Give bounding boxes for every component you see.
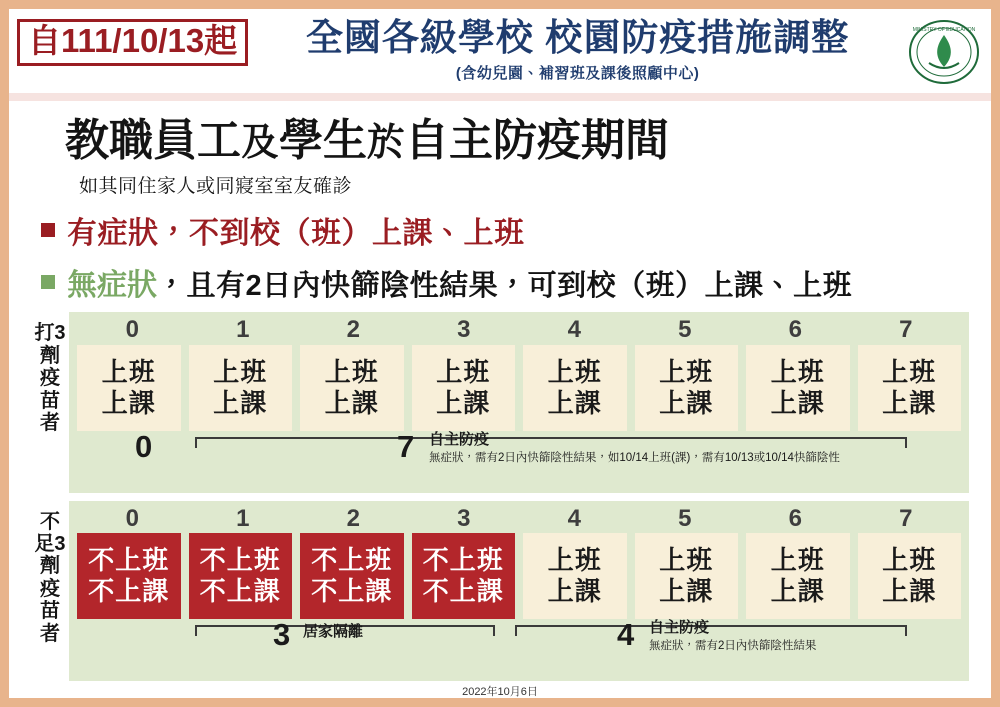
cell-line-1: 上班 [324, 356, 379, 387]
day-header-row-1 [77, 316, 961, 344]
cell-line-2: 上課 [659, 387, 714, 418]
day-number: 4 [567, 316, 581, 344]
footnote-home-isolation [303, 623, 363, 641]
bullet-square-green-icon [41, 275, 55, 289]
footnote-self-prevention-2 [649, 619, 816, 653]
day-number: 1 [236, 504, 250, 532]
header-divider-band [9, 93, 991, 101]
bullet-asymptomatic-label [67, 260, 852, 304]
svg-text:MINISTRY OF EDUCATION: MINISTRY OF EDUCATION [912, 27, 976, 33]
cell-line-2: 不上課 [199, 575, 281, 606]
status-cell [412, 345, 516, 431]
cell-line-2: 上課 [770, 575, 825, 606]
day-header-row-2 [77, 505, 961, 533]
cell-line-2: 上課 [436, 387, 491, 418]
status-cell [189, 533, 293, 619]
cell-line-2: 上課 [547, 387, 602, 418]
bullet-asymptomatic [41, 260, 969, 304]
status-cell [635, 533, 739, 619]
day-number: 1 [236, 316, 250, 344]
effective-date-badge: 自111/10/13起 [17, 19, 248, 66]
bullet-asymptomatic-keyword: 無症狀 [67, 269, 157, 303]
cell-line-2: 上課 [882, 575, 937, 606]
footnote-self-prevention-1 [429, 431, 840, 465]
cell-line-2: 上課 [547, 575, 602, 606]
day-number: 2 [346, 316, 360, 344]
cell-line-2: 不上課 [311, 575, 393, 606]
page-title: 全國各級學校 校園防疫措施調整 [305, 17, 850, 58]
marker-number-zero: 0 [135, 428, 153, 464]
page-subtitle: (含幼兒園、補習班及課後照顧中心) [455, 64, 700, 82]
cell-line-2: 上課 [770, 387, 825, 418]
status-cell [523, 345, 627, 431]
cell-line-1: 不上班 [199, 545, 281, 576]
chart-row-three-doses [31, 312, 969, 492]
cell-line-2: 上課 [324, 387, 379, 418]
cell-line-1: 上班 [213, 356, 268, 387]
status-cell [858, 345, 962, 431]
cell-line-1: 不上班 [88, 545, 170, 576]
day-number: 5 [678, 316, 692, 344]
poster-body [9, 101, 991, 699]
day-number: 0 [125, 504, 139, 532]
cell-line-2: 不上課 [88, 575, 170, 606]
grid-three-doses [69, 312, 969, 492]
day-number: 2 [346, 504, 360, 532]
day-number: 7 [899, 504, 913, 532]
ministry-seal-icon [907, 19, 981, 85]
cell-line-1: 上班 [770, 356, 825, 387]
marker-row-2 [77, 616, 961, 677]
grid-under-three-doses [69, 501, 969, 681]
row-label-under-three-doses: 不足3劑疫苗者 [34, 510, 66, 645]
bullet-square-red-icon [41, 223, 55, 237]
day-number: 4 [567, 504, 581, 532]
day-number: 5 [678, 504, 692, 532]
day-number: 3 [457, 316, 471, 344]
footnote-title: 自主防疫 [429, 430, 490, 448]
marker-number-three: 3 [273, 616, 291, 652]
header-title-block [248, 17, 907, 83]
intro-headline-staff: 教職員工 [65, 116, 241, 165]
status-cell [523, 533, 627, 619]
marker-row-1 [77, 428, 961, 489]
status-cell [746, 345, 850, 431]
cell-line-1: 上班 [659, 356, 714, 387]
intro-headline-and: 及 [241, 122, 280, 164]
cell-line-2: 上課 [659, 575, 714, 606]
chart-row-under-three-doses [31, 501, 969, 681]
intro-headline-students: 學生 [279, 116, 368, 165]
cell-line-1: 上班 [882, 356, 937, 387]
day-number: 6 [788, 316, 802, 344]
cell-row-1 [77, 345, 961, 431]
cell-line-2: 上課 [213, 387, 268, 418]
intro-headline-at: 於 [367, 122, 406, 164]
marker-number-four: 4 [617, 616, 635, 652]
intro-headline-period: 自主防疫期間 [405, 116, 670, 165]
row-label-three-doses: 打3劑疫苗者 [34, 322, 66, 434]
day-number: 7 [899, 316, 913, 344]
cell-line-1: 上班 [659, 545, 714, 576]
cell-line-2: 上課 [101, 387, 156, 418]
footnote-detail: 無症狀，需有2日內快篩陰性結果 [649, 639, 817, 652]
status-cell [189, 345, 293, 431]
cell-line-1: 上班 [770, 545, 825, 576]
intro-headline [65, 117, 969, 165]
cell-line-1: 上班 [101, 356, 156, 387]
bullet-symptomatic-label: 有症狀，不到校（班）上課、上班 [67, 217, 525, 251]
poster-header [9, 9, 991, 93]
status-cell [300, 533, 404, 619]
marker-number-seven: 7 [397, 428, 415, 464]
cell-line-1: 上班 [547, 545, 602, 576]
footnote-detail: 無症狀，需有2日內快篩陰性結果，如10/14上班(課)，需有10/13或10/14快篩陰性 [429, 451, 840, 464]
cell-line-1: 不上班 [311, 545, 393, 576]
status-cell [746, 533, 850, 619]
cell-line-2: 不上課 [422, 575, 504, 606]
cell-line-1: 上班 [547, 356, 602, 387]
cell-row-2 [77, 533, 961, 619]
cell-line-2: 上課 [882, 387, 937, 418]
publish-date: 2022年10月6日 [462, 685, 538, 698]
status-cell [635, 345, 739, 431]
footnote-title: 居家隔離 [303, 622, 364, 640]
day-number: 0 [125, 316, 139, 344]
status-cell [412, 533, 516, 619]
cell-line-1: 不上班 [422, 545, 504, 576]
cell-line-1: 上班 [436, 356, 491, 387]
footnote-title: 自主防疫 [649, 618, 710, 636]
bullet-asymptomatic-rest: ，且有2日內快篩陰性結果，可到校（班）上課、上班 [157, 270, 853, 303]
bullet-symptomatic [41, 208, 969, 252]
intro-subline: 如其同住家人或同寢室室友確診 [79, 176, 353, 198]
day-number: 6 [788, 504, 802, 532]
status-cell [858, 533, 962, 619]
status-cell [300, 345, 404, 431]
cell-line-1: 上班 [882, 545, 937, 576]
day-number: 3 [457, 504, 471, 532]
status-cell [77, 345, 181, 431]
status-cell [77, 533, 181, 619]
